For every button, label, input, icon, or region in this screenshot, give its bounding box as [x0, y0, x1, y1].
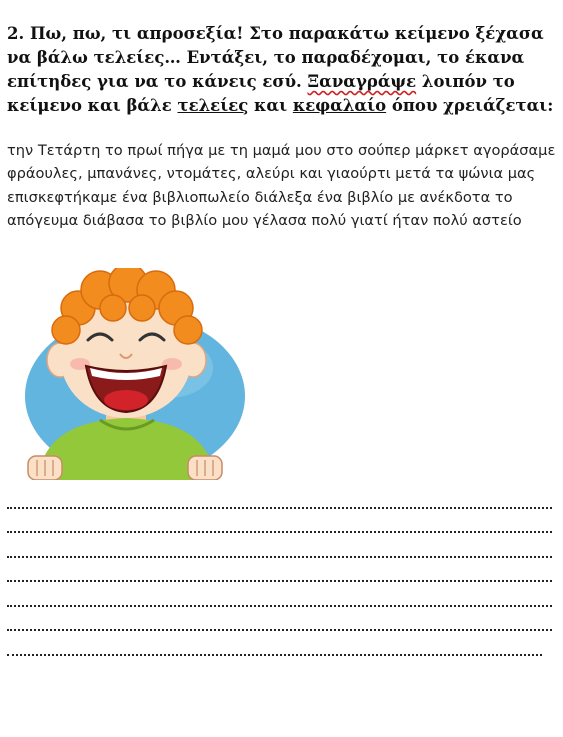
answer-lines — [7, 484, 552, 656]
exercise-paragraph: την Τετάρτη το πρωί πήγα με τη μαμά μου στο σούπερ μάρκετ αγοράσαμε φράουλες, μπανάνες, ντομάτες, αλεύρι και γιαούρτι μετά τα ψώνια μας επισκεφτήκαμε ένα βιβλιοπωλείο διάλεξα ένα βιβλίο με ανέκδοτα το απόγευμα διάβασα το βιβλίο μου γέλασα πολύ γιατί ήταν πολύ αστείο — [7, 142, 556, 230]
instruction-text-1: 2. Πω, πω, τι απροσεξία! Στο παρακάτω κείμενο ξέχασα να βάλω τελείες… Εντάξει, το παραδέχομαι, το έκανα επίτηδες για να το κάνεις εσύ. — [7, 24, 544, 91]
answer-line[interactable] — [7, 631, 542, 656]
answer-line[interactable] — [7, 582, 552, 607]
instruction-keyword-rewrite: Ξαναγράψε — [307, 72, 417, 91]
answer-line[interactable] — [7, 533, 552, 558]
instruction-text-4: όπου χρειάζεται: — [386, 96, 554, 115]
instruction-keyword-capital: κεφαλαίο — [292, 96, 387, 115]
instruction-text-2: λοιπόν το κείμενο και βάλε — [7, 72, 515, 115]
answer-line[interactable] — [7, 558, 552, 583]
answer-line[interactable] — [7, 509, 552, 534]
instruction-keyword-periods: τελείες — [177, 96, 249, 115]
exercise-instructions — [7, 22, 559, 118]
answer-line[interactable] — [7, 484, 552, 509]
answer-line[interactable] — [7, 607, 552, 632]
laughing-boy-icon — [8, 268, 248, 480]
instruction-text-3: και — [248, 96, 293, 115]
